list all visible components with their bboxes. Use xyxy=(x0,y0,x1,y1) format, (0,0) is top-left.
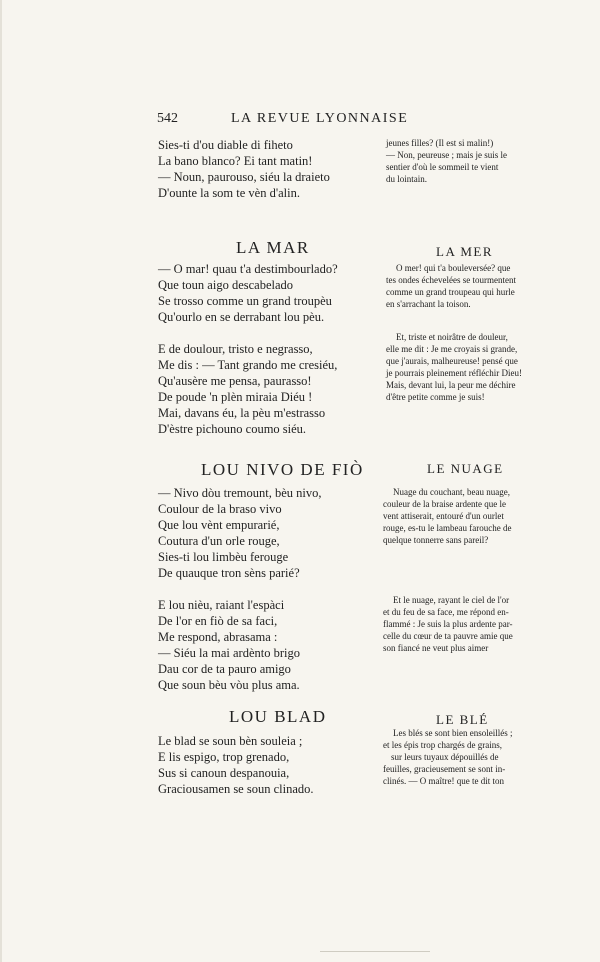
poem-title-ble: LE BLÉ xyxy=(436,712,489,727)
prose-line: vent attiserait, entouré d'un ourlet xyxy=(383,511,504,521)
verse-line: — Nivo dòu tremount, bèu nivo, xyxy=(158,486,322,500)
prose-line: quelque tonnerre sans pareil? xyxy=(383,535,489,545)
verse-line: Le blad se soun bèn souleia ; xyxy=(158,734,303,748)
page-header xyxy=(0,111,600,131)
prose-line: que j'aurais, malheureuse! pensé que xyxy=(386,356,518,366)
prose-line: clinés. — O maître! que te dit ton xyxy=(383,776,504,786)
poem-title-mar: LA MAR xyxy=(236,238,310,257)
prose-line: et les épis trop chargés de grains, xyxy=(383,740,503,750)
prose-line: — Non, peureuse ; mais je suis le xyxy=(386,150,507,160)
poem-title-nuage: LE NUAGE xyxy=(427,461,504,476)
bottom-scan-mark xyxy=(320,951,430,952)
top-provencal-stanza xyxy=(158,137,330,201)
prose-line: du lointain. xyxy=(386,174,427,184)
verse-line: De poude 'n plèn miraia Diéu ! xyxy=(158,390,313,404)
mar-provencal-verse xyxy=(158,261,338,437)
verse-line: Graciousamen se soun clinado. xyxy=(158,782,314,796)
verse-line: — Noun, paurouso, siéu la draieto xyxy=(158,170,330,184)
journal-title: LA REVUE LYONNAISE xyxy=(231,111,409,126)
nuage-french-prose xyxy=(383,486,539,654)
prose-line: Les blés se sont bien ensoleillés ; xyxy=(393,728,513,738)
prose-line: d'être petite comme je suis! xyxy=(386,392,485,402)
verse-line: De l'or en fiò de sa faci, xyxy=(158,614,278,628)
verse-line: La bano blanco? Ei tant matin! xyxy=(158,154,313,168)
verse-line: E de doulour, tristo e negrasso, xyxy=(158,342,313,356)
verse-line: D'ounte la som te vèn d'alin. xyxy=(158,186,300,200)
verse-line: Sies-ti lou limbèu ferouge xyxy=(158,550,289,564)
verse-line: Me respond, abrasama : xyxy=(158,630,278,644)
verse-line: De quauque tron sèns parié? xyxy=(158,566,300,580)
prose-line: sur leurs tuyaux dépouillés de xyxy=(391,752,499,762)
verse-line: E lou nièu, raiant l'espàci xyxy=(158,598,285,612)
prose-line: sentier d'où le sommeil te vient xyxy=(386,162,499,172)
prose-line: rouge, es-tu le lambeau farouche de xyxy=(383,523,512,533)
prose-line: couleur de la braise ardente que le xyxy=(383,499,506,509)
prose-line: Mais, devant lui, la peur me déchire xyxy=(386,380,516,390)
verse-line: D'èstre pichouno coumo siéu. xyxy=(158,422,307,436)
verse-line: Que toun aigo descabelado xyxy=(158,278,294,292)
poem-title-mer: LA MER xyxy=(436,244,494,259)
prose-line: son fiancé ne veut plus aimer xyxy=(383,643,489,653)
verse-line: Sies-ti d'ou diable di fiheto xyxy=(158,138,293,152)
prose-line: Et, triste et noirâtre de douleur, xyxy=(396,332,508,342)
nivo-provencal-verse xyxy=(158,485,322,693)
prose-line: jeunes filles? (Il est si malin!) xyxy=(386,138,494,148)
verse-line: Me dis : — Tant grando me cresiéu, xyxy=(158,358,338,372)
ble-french-prose xyxy=(383,727,512,787)
prose-line: et du feu de sa face, me répond en- xyxy=(383,607,509,617)
prose-line: Et le nuage, rayant le ciel de l'or xyxy=(393,595,510,605)
mer-french-prose xyxy=(386,262,522,403)
top-french-paragraph xyxy=(386,137,507,185)
blad-provencal-verse xyxy=(158,733,314,797)
page-margin-shadow xyxy=(0,0,2,962)
prose-line: celle du cœur de ta pauvre amie que xyxy=(383,631,513,641)
prose-line: je pourrais pleinement réfléchir Dieu! xyxy=(386,368,522,378)
prose-line: comme un grand troupeau qui hurle xyxy=(386,287,515,297)
poem-title-nivo: LOU NIVO DE FIÒ xyxy=(201,460,364,479)
verse-line: Se trosso comme un grand troupèu xyxy=(158,294,332,308)
prose-line: elle me dit : Je me croyais si grande, xyxy=(386,344,518,354)
prose-line: O mer! qui t'a bouleversée? que xyxy=(396,263,511,273)
poem-title-blad: LOU BLAD xyxy=(229,707,327,726)
verse-line: Que lou vènt empurarié, xyxy=(158,518,280,532)
prose-line: Nuage du couchant, beau nuage, xyxy=(393,487,510,497)
verse-line: Que soun bèu vòu plus ama. xyxy=(158,678,300,692)
verse-line: — Siéu la mai ardènto brigo xyxy=(158,646,300,660)
verse-line: Sus si canoun despanouia, xyxy=(158,766,290,780)
verse-line: E lis espigo, trop grenado, xyxy=(158,750,290,764)
verse-line: Dau cor de ta pauro amigo xyxy=(158,662,291,676)
prose-line: en s'arrachant la toison. xyxy=(386,299,471,309)
verse-line: Qu'ausère me pensa, paurasso! xyxy=(158,374,312,388)
prose-line: tes ondes échevelées se tourmentent xyxy=(386,275,516,285)
page-number: 542 xyxy=(157,111,178,126)
prose-line: feuilles, gracieusement se sont in- xyxy=(383,764,506,774)
prose-line: flammé : Je suis la plus ardente par- xyxy=(383,619,513,629)
verse-line: Mai, davans éu, la pèu m'estrasso xyxy=(158,406,326,420)
verse-line: Coutura d'un orle rouge, xyxy=(158,534,280,548)
verse-line: Qu'ourlo en se derrabant lou pèu. xyxy=(158,310,325,324)
verse-line: — O mar! quau t'a destimbourlado? xyxy=(158,262,338,276)
verse-line: Coulour de la braso vivo xyxy=(158,502,282,516)
